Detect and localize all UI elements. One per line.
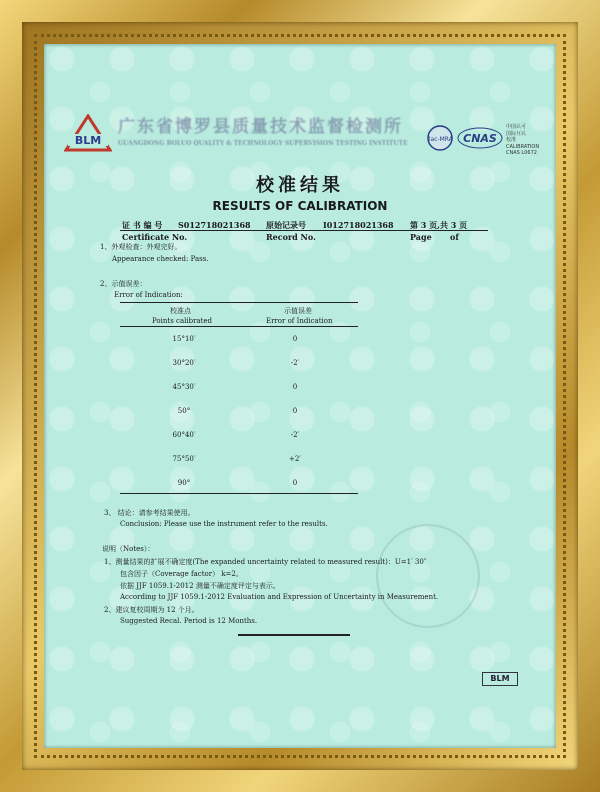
page-label-en: Page xyxy=(410,232,432,242)
cnas-note-5: CNAS L0672 xyxy=(506,150,537,156)
cell-error: 0 xyxy=(292,479,298,487)
cert-underline xyxy=(120,230,280,231)
note1-cn: 1、测量结果的扩展不确定度(The expanded uncertainty related to measured result)：U=1′ 30″ xyxy=(104,558,427,566)
cert-label-en: Certificate No. xyxy=(122,232,188,242)
cell-point: 50° xyxy=(177,407,191,415)
cell-error: -2′ xyxy=(290,431,300,439)
section3-cn: 3、 结论：请参考结果使用。 xyxy=(104,509,195,517)
record-underline xyxy=(264,230,410,231)
cell-point: 75°50′ xyxy=(172,455,196,463)
cell-error: 0 xyxy=(292,335,298,343)
faint-seal xyxy=(376,524,480,628)
section1-cn: 1、外观检查：外观完好。 xyxy=(100,243,182,251)
note2-en: Suggested Recal. Period is 12 Months. xyxy=(120,617,258,625)
cnas-notes xyxy=(506,124,539,157)
cert-value: S012718021368 xyxy=(178,220,251,230)
table-bottom-rule xyxy=(120,493,358,494)
cnas-note-3: 校准 xyxy=(506,137,517,143)
col1-header-cn: 校准点 xyxy=(170,307,191,315)
cell-error: 0 xyxy=(292,383,298,391)
cnas-note-1: 中国认可 xyxy=(506,124,527,130)
record-label-cn: 原始记录号 xyxy=(266,220,306,230)
table-top-rule xyxy=(120,302,358,303)
title-en: RESULTS OF CALIBRATION xyxy=(212,199,388,213)
col2-header-en: Error of Indication xyxy=(266,317,333,325)
section2-en: Error of Indication: xyxy=(114,291,183,299)
title-cn: 校准结果 xyxy=(256,175,344,196)
institute-name-en: GUANGDONG BOLUO QUALITY & TECHNOLOGY SUPERVISION TESTING INSTITUTE xyxy=(118,140,408,147)
cell-point: 30°20′ xyxy=(172,359,196,367)
page-number: 3 xyxy=(420,220,427,230)
note1-basis-cn: 依据 JJF 1059.1-2012 测量不确定度评定与表示。 xyxy=(120,582,280,590)
cert-label-cn: 证 书 编 号 xyxy=(122,220,163,230)
page-cn-3: 页 xyxy=(459,220,468,230)
cell-error: -2′ xyxy=(290,359,300,367)
certificate-page xyxy=(44,44,556,748)
end-separator xyxy=(238,634,350,636)
cell-point: 60°40′ xyxy=(172,431,196,439)
svg-text:CNAS: CNAS xyxy=(463,132,497,145)
note2-cn: 2、建议复校周期为 12 个月。 xyxy=(104,606,199,614)
cnas-note-4: CALIBRATION xyxy=(506,143,540,150)
cell-error: 0 xyxy=(292,407,298,415)
section3-en: Conclusion: Please use the instrument refer to the results. xyxy=(120,520,328,528)
ilac-mra-logo-icon xyxy=(422,124,458,152)
cnas-logo-icon xyxy=(456,126,504,150)
of-label-en: of xyxy=(450,232,459,242)
note1-basis-en: According to JJF 1059.1-2012 Evaluation and Expression of Uncertainty in Measurement. xyxy=(120,593,439,601)
record-label-en: Record No. xyxy=(266,232,316,242)
page-cn-1: 第 xyxy=(410,220,418,230)
institute-name-cn: 广东省博罗县质量技术监督检测所 xyxy=(118,117,403,137)
record-value: I012718021368 xyxy=(323,220,394,230)
note1-coverage: 包含因子（Coverage factor） k=2。 xyxy=(120,570,243,578)
svg-text:ilac-MRA: ilac-MRA xyxy=(427,136,453,143)
table-header-rule xyxy=(120,326,358,327)
cell-point: 45°30′ xyxy=(172,383,196,391)
cell-error: +2′ xyxy=(289,455,301,463)
col2-header-cn: 示值误差 xyxy=(284,307,312,315)
blm-logo-icon xyxy=(64,114,112,154)
notes-title: 说明（Notes）： xyxy=(102,545,155,553)
page-cn-2: 页,共 xyxy=(429,220,448,230)
col1-header-en: Points calibrated xyxy=(152,317,213,325)
cnas-note-2: 国际互认 xyxy=(506,130,527,137)
svg-text:BLM: BLM xyxy=(74,134,102,147)
cell-point: 90° xyxy=(177,479,191,487)
cell-point: 15°10′ xyxy=(172,335,196,343)
blm-stamp: BLM xyxy=(482,672,518,686)
section1-en: Appearance checked: Pass. xyxy=(112,255,209,263)
section2-cn: 2、示值误差： xyxy=(100,280,147,288)
page-total: 3 xyxy=(450,220,457,230)
page-underline xyxy=(408,230,488,231)
